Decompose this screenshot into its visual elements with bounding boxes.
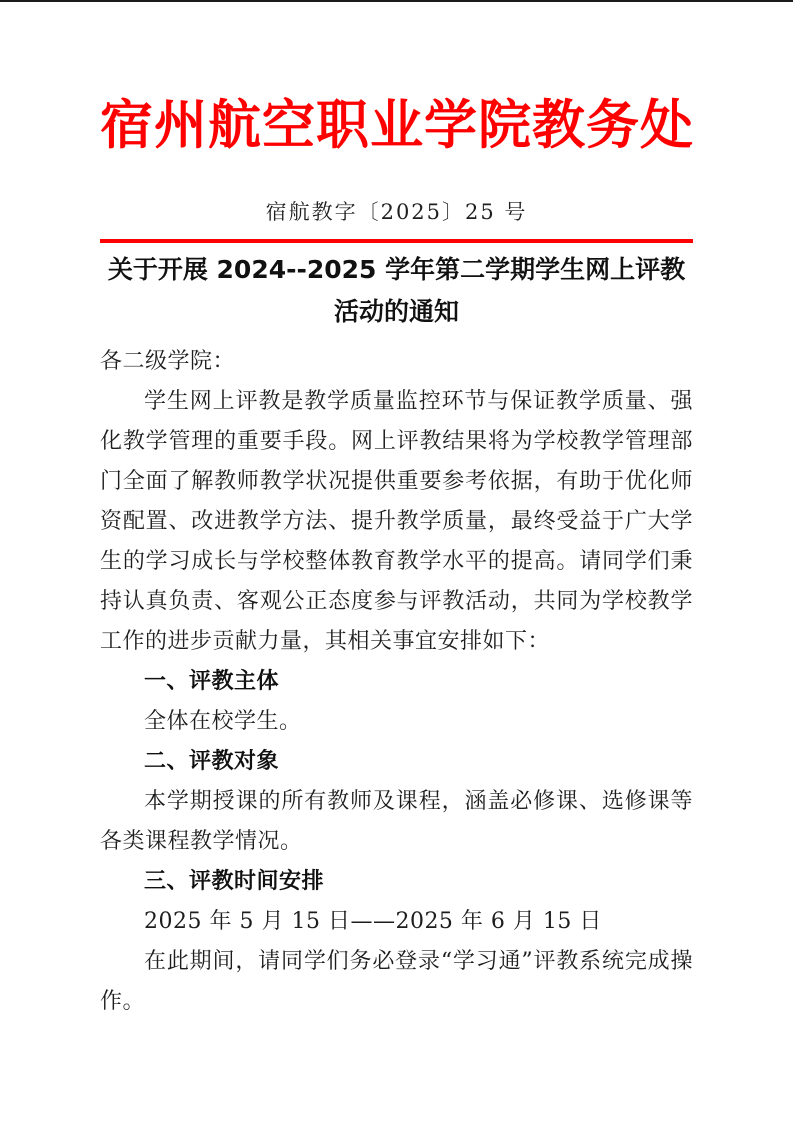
notice-title bbox=[100, 249, 693, 333]
document-content bbox=[0, 96, 793, 1022]
intro-paragraph: 学生网上评教是教学质量监控环节与保证教学质量、强化教学管理的重要手段。网上评教结果将为学校教学管理部门全面了解教师教学状况提供重要参考依据，有助于优化师资配置、改进教学方法、提升教学质量，最终受益于广大学生的学习成长与学校整体教育教学水平的提高。请同学们秉持认真负责、客观公正态度参与评教活动，共同为学校教学工作的进步贡献力量，其相关事宜安排如下： bbox=[100, 389, 693, 654]
letterhead-title: 宿州航空职业学院教务处 bbox=[100, 94, 694, 156]
notice-title-line-1: 关于开展 2024--2025 学年第二学期学生网上评教 bbox=[107, 255, 686, 284]
section-3-paragraph: 在此期间，请同学们务必登录“学习通”评教系统完成操作。 bbox=[100, 949, 693, 1014]
page-top-edge bbox=[0, 0, 793, 2]
notice-title-line-2: 活动的通知 bbox=[333, 297, 459, 326]
document-number: 宿航教字〔2025〕25 号 bbox=[265, 200, 528, 224]
red-separator-line bbox=[100, 239, 693, 243]
section-1-heading: 一、评教主体 bbox=[144, 669, 280, 694]
salutation: 各二级学院： bbox=[100, 349, 236, 374]
notice-body bbox=[100, 342, 693, 1022]
section-3-heading: 三、评教时间安排 bbox=[144, 869, 325, 894]
section-2-paragraph: 本学期授课的所有教师及课程，涵盖必修课、选修课等各类课程教学情况。 bbox=[100, 789, 693, 854]
section-3-date-range: 2025 年 5 月 15 日——2025 年 6 月 15 日 bbox=[144, 909, 602, 934]
section-1-paragraph: 全体在校学生。 bbox=[144, 709, 302, 734]
section-2-heading: 二、评教对象 bbox=[144, 749, 280, 774]
